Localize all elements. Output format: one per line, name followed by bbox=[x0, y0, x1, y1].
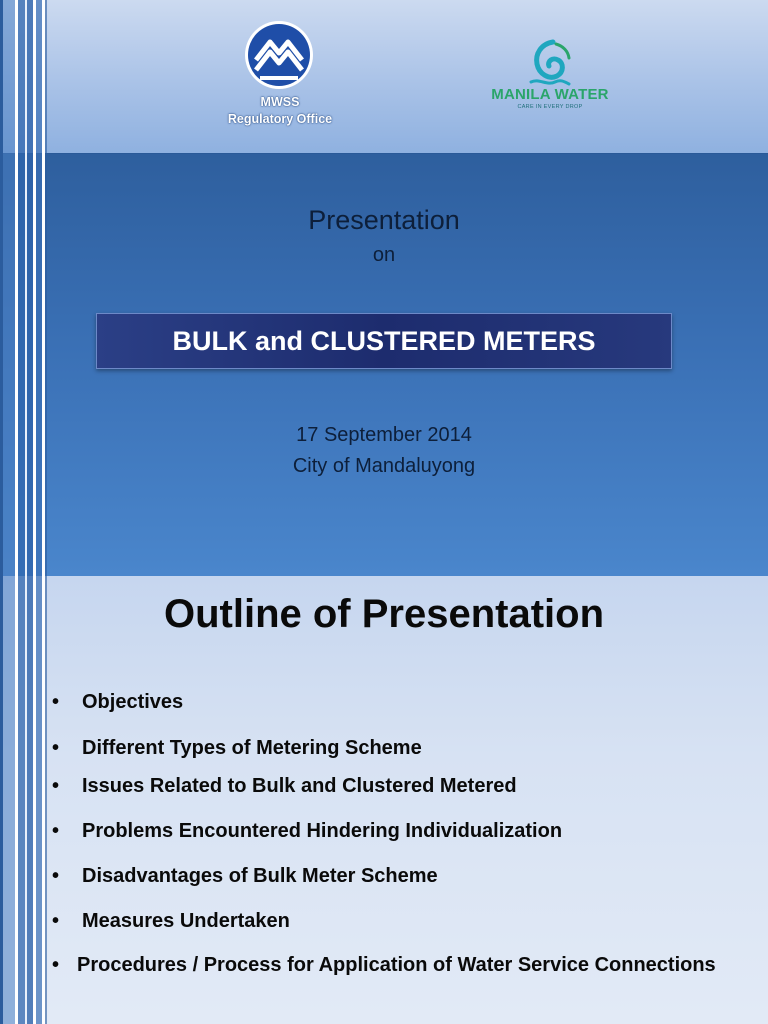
outline-item-text: Measures Undertaken bbox=[82, 910, 290, 932]
bullet-marker: • bbox=[52, 820, 60, 842]
logo-header-band bbox=[0, 0, 768, 154]
presentation-subheading: on bbox=[372, 244, 396, 266]
bullet-marker: • bbox=[52, 737, 60, 759]
mwss-caption-line1: MWSS bbox=[260, 95, 300, 109]
outline-item-text: Different Types of Metering Scheme bbox=[82, 737, 422, 759]
bullet-marker: • bbox=[52, 691, 60, 713]
outline-item bbox=[52, 950, 752, 981]
outline-item-text: Issues Related to Bulk and Clustered Metered bbox=[82, 775, 517, 797]
outline-item bbox=[52, 733, 752, 764]
topic-banner bbox=[96, 313, 672, 369]
topic-title: BULK and CLUSTERED METERS bbox=[172, 325, 596, 356]
manila-water-logo-icon bbox=[523, 38, 575, 90]
bullet-marker: • bbox=[52, 910, 60, 932]
manila-water-tagline: CARE IN EVERY DROP bbox=[517, 104, 583, 110]
outline-item-text: Procedures / Process for Application of Water Service Connections bbox=[77, 954, 716, 976]
outline-item bbox=[52, 771, 752, 802]
mwss-caption-line2: Regulatory Office bbox=[227, 112, 333, 126]
outline-slide bbox=[0, 576, 768, 1024]
bullet-marker: • bbox=[52, 775, 60, 797]
outline-item-text: Objectives bbox=[82, 691, 184, 713]
manila-water-name: MANILA WATER bbox=[491, 86, 609, 103]
outline-item bbox=[52, 906, 752, 937]
bullet-marker: • bbox=[52, 865, 60, 887]
outline-item bbox=[52, 861, 752, 892]
mwss-logo-icon bbox=[244, 20, 314, 90]
outline-title: Outline of Presentation bbox=[163, 592, 605, 636]
outline-item bbox=[52, 816, 752, 847]
outline-item-text: Disadvantages of Bulk Meter Scheme bbox=[82, 865, 438, 887]
presentation-heading: Presentation bbox=[308, 205, 460, 235]
outline-item-text: Problems Encountered Hindering Individualization bbox=[82, 820, 563, 842]
bullet-marker: • bbox=[52, 954, 60, 976]
presentation-date: 17 September 2014 bbox=[296, 424, 472, 446]
presentation-place: City of Mandaluyong bbox=[292, 455, 476, 477]
mwss-caption bbox=[190, 94, 370, 128]
outline-item bbox=[52, 687, 752, 718]
